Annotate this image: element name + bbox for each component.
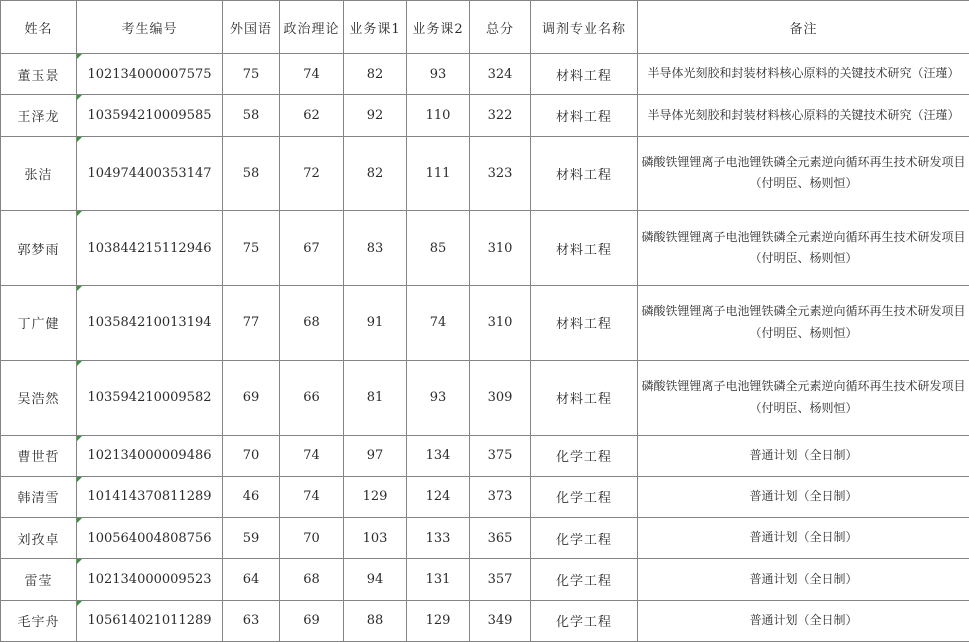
major-course-2-cell[interactable]: 93: [407, 54, 470, 95]
adjusted-major-cell[interactable]: 化学工程: [531, 559, 638, 600]
column-header-name[interactable]: 姓名: [1, 1, 77, 54]
major-course-2-cell[interactable]: 74: [407, 286, 470, 361]
candidate-id-cell[interactable]: 102134000009486: [77, 435, 223, 476]
total-score-cell[interactable]: 357: [470, 559, 531, 600]
remark-cell[interactable]: 磷酸铁锂锂离子电池锂铁磷全元素逆向循环再生技术研发项目（付明臣、杨则恒）: [638, 136, 969, 211]
adjusted-major-cell[interactable]: 材料工程: [531, 211, 638, 286]
foreign-language-cell[interactable]: 69: [223, 360, 280, 435]
candidate-id-cell[interactable]: 101414370811289: [77, 476, 223, 517]
column-header-total-score[interactable]: 总分: [470, 1, 531, 54]
political-theory-cell[interactable]: 67: [280, 211, 344, 286]
adjusted-major-cell[interactable]: 材料工程: [531, 54, 638, 95]
table-row: [1, 211, 969, 286]
foreign-language-cell[interactable]: 63: [223, 600, 280, 641]
foreign-language-cell[interactable]: 64: [223, 559, 280, 600]
total-score-cell[interactable]: 349: [470, 600, 531, 641]
column-header-political-theory[interactable]: 政治理论: [280, 1, 344, 54]
major-course-1-cell[interactable]: 83: [344, 211, 407, 286]
remark-cell[interactable]: 普通计划（全日制）: [638, 600, 969, 641]
column-header-adjusted-major[interactable]: 调剂专业名称: [531, 1, 638, 54]
major-course-1-cell[interactable]: 94: [344, 559, 407, 600]
name-cell[interactable]: 吴浩然: [1, 360, 77, 435]
political-theory-cell[interactable]: 69: [280, 600, 344, 641]
name-cell[interactable]: 韩清雪: [1, 476, 77, 517]
total-score-cell[interactable]: 310: [470, 286, 531, 361]
adjusted-major-cell[interactable]: 化学工程: [531, 600, 638, 641]
column-header-foreign-language[interactable]: 外国语: [223, 1, 280, 54]
major-course-1-cell[interactable]: 129: [344, 476, 407, 517]
candidate-id-cell[interactable]: 105614021011289: [77, 600, 223, 641]
political-theory-cell[interactable]: 70: [280, 518, 344, 559]
name-cell[interactable]: 丁广健: [1, 286, 77, 361]
table-row: [1, 435, 969, 476]
total-score-cell[interactable]: 375: [470, 435, 531, 476]
remark-cell[interactable]: 磷酸铁锂锂离子电池锂铁磷全元素逆向循环再生技术研发项目（付明臣、杨则恒）: [638, 286, 969, 361]
major-course-1-cell[interactable]: 92: [344, 95, 407, 136]
table-row: [1, 600, 969, 641]
foreign-language-cell[interactable]: 77: [223, 286, 280, 361]
column-header-major-course-1[interactable]: 业务课1: [344, 1, 407, 54]
text-number-flag-icon: [77, 477, 82, 482]
text-number-flag-icon: [77, 286, 82, 291]
major-course-2-cell[interactable]: 131: [407, 559, 470, 600]
adjusted-major-cell[interactable]: 材料工程: [531, 360, 638, 435]
foreign-language-cell[interactable]: 75: [223, 211, 280, 286]
major-course-2-cell[interactable]: 85: [407, 211, 470, 286]
remark-cell[interactable]: 磷酸铁锂锂离子电池锂铁磷全元素逆向循环再生技术研发项目（付明臣、杨则恒）: [638, 211, 969, 286]
total-score-cell[interactable]: 310: [470, 211, 531, 286]
column-header-remark[interactable]: 备注: [638, 1, 969, 54]
major-course-2-cell[interactable]: 93: [407, 360, 470, 435]
table-row: [1, 136, 969, 211]
major-course-2-cell[interactable]: 133: [407, 518, 470, 559]
table-header: [1, 1, 969, 54]
foreign-language-cell[interactable]: 58: [223, 95, 280, 136]
name-cell[interactable]: 刘孜卓: [1, 518, 77, 559]
candidate-id-cell[interactable]: 103584210013194: [77, 286, 223, 361]
political-theory-cell[interactable]: 74: [280, 54, 344, 95]
total-score-cell[interactable]: 309: [470, 360, 531, 435]
table-row: [1, 54, 969, 95]
name-cell[interactable]: 雷莹: [1, 559, 77, 600]
candidate-id-cell[interactable]: 104974400353147: [77, 136, 223, 211]
major-course-2-cell[interactable]: 124: [407, 476, 470, 517]
foreign-language-cell[interactable]: 70: [223, 435, 280, 476]
major-course-1-cell[interactable]: 82: [344, 136, 407, 211]
header-row: [1, 1, 969, 54]
name-cell[interactable]: 毛宇舟: [1, 600, 77, 641]
political-theory-cell[interactable]: 68: [280, 286, 344, 361]
adjusted-major-cell[interactable]: 化学工程: [531, 435, 638, 476]
major-course-2-cell[interactable]: 111: [407, 136, 470, 211]
major-course-1-cell[interactable]: 88: [344, 600, 407, 641]
total-score-cell[interactable]: 365: [470, 518, 531, 559]
adjusted-major-cell[interactable]: 化学工程: [531, 476, 638, 517]
text-number-flag-icon: [77, 211, 82, 216]
candidate-id-cell[interactable]: 103594210009585: [77, 95, 223, 136]
candidate-id-cell[interactable]: 103594210009582: [77, 360, 223, 435]
remark-cell[interactable]: 普通计划（全日制）: [638, 559, 969, 600]
table-row: [1, 360, 969, 435]
total-score-cell[interactable]: 373: [470, 476, 531, 517]
political-theory-cell[interactable]: 72: [280, 136, 344, 211]
table-row: [1, 559, 969, 600]
candidate-id-cell[interactable]: 102134000007575: [77, 54, 223, 95]
foreign-language-cell[interactable]: 59: [223, 518, 280, 559]
major-course-2-cell[interactable]: 110: [407, 95, 470, 136]
text-number-flag-icon: [77, 436, 82, 441]
column-header-major-course-2[interactable]: 业务课2: [407, 1, 470, 54]
text-number-flag-icon: [77, 559, 82, 564]
candidate-id-cell[interactable]: 103844215112946: [77, 211, 223, 286]
text-number-flag-icon: [77, 518, 82, 523]
remark-cell[interactable]: 磷酸铁锂锂离子电池锂铁磷全元素逆向循环再生技术研发项目（付明臣、杨则恒）: [638, 360, 969, 435]
political-theory-cell[interactable]: 66: [280, 360, 344, 435]
total-score-cell[interactable]: 323: [470, 136, 531, 211]
total-score-cell[interactable]: 324: [470, 54, 531, 95]
adjusted-major-cell[interactable]: 材料工程: [531, 286, 638, 361]
text-number-flag-icon: [77, 95, 82, 100]
remark-cell[interactable]: 半导体光刻胶和封装材料核心原料的关键技术研究（汪瑾）: [638, 95, 969, 136]
foreign-language-cell[interactable]: 58: [223, 136, 280, 211]
candidate-id-cell[interactable]: 102134000009523: [77, 559, 223, 600]
name-cell[interactable]: 曹世哲: [1, 435, 77, 476]
political-theory-cell[interactable]: 62: [280, 95, 344, 136]
name-cell[interactable]: 王泽龙: [1, 95, 77, 136]
table-body: [1, 54, 969, 642]
name-cell[interactable]: 董玉景: [1, 54, 77, 95]
table-row: [1, 518, 969, 559]
name-cell[interactable]: 张洁: [1, 136, 77, 211]
major-course-1-cell[interactable]: 81: [344, 360, 407, 435]
foreign-language-cell[interactable]: 46: [223, 476, 280, 517]
remark-cell[interactable]: 普通计划（全日制）: [638, 518, 969, 559]
name-cell[interactable]: 郭梦雨: [1, 211, 77, 286]
remark-cell[interactable]: 普通计划（全日制）: [638, 435, 969, 476]
foreign-language-cell[interactable]: 75: [223, 54, 280, 95]
major-course-1-cell[interactable]: 91: [344, 286, 407, 361]
text-number-flag-icon: [77, 54, 82, 59]
political-theory-cell[interactable]: 68: [280, 559, 344, 600]
table-row: [1, 476, 969, 517]
major-course-1-cell[interactable]: 82: [344, 54, 407, 95]
major-course-2-cell[interactable]: 134: [407, 435, 470, 476]
text-number-flag-icon: [77, 137, 82, 142]
political-theory-cell[interactable]: 74: [280, 435, 344, 476]
table-row: [1, 95, 969, 136]
political-theory-cell[interactable]: 74: [280, 476, 344, 517]
adjusted-major-cell[interactable]: 化学工程: [531, 518, 638, 559]
column-header-candidate-id[interactable]: 考生编号: [77, 1, 223, 54]
major-course-2-cell[interactable]: 129: [407, 600, 470, 641]
total-score-cell[interactable]: 322: [470, 95, 531, 136]
candidate-id-cell[interactable]: 100564004808756: [77, 518, 223, 559]
major-course-1-cell[interactable]: 103: [344, 518, 407, 559]
remark-cell[interactable]: 半导体光刻胶和封装材料核心原料的关键技术研究（汪瑾）: [638, 54, 969, 95]
adjusted-major-cell[interactable]: 材料工程: [531, 95, 638, 136]
text-number-flag-icon: [77, 361, 82, 366]
major-course-1-cell[interactable]: 97: [344, 435, 407, 476]
table-row: [1, 286, 969, 361]
remark-cell[interactable]: 普通计划（全日制）: [638, 476, 969, 517]
text-number-flag-icon: [77, 601, 82, 606]
adjusted-major-cell[interactable]: 材料工程: [531, 136, 638, 211]
